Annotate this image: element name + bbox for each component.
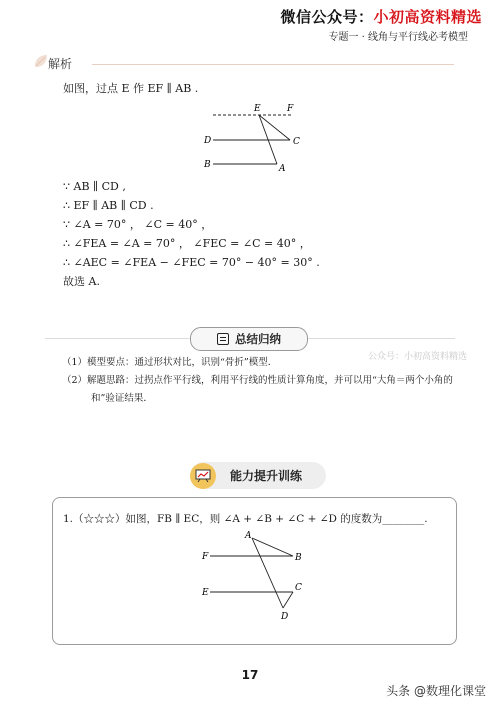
step-5: ∴ ∠AEC = ∠FEA − ∠FEC = 70° − 40° = 30° . <box>63 256 320 269</box>
training-banner <box>190 462 326 489</box>
label-e: E <box>254 104 261 114</box>
footer-watermark: 头条 @数理化课堂 <box>386 684 486 698</box>
question-figure <box>195 528 315 624</box>
header-watermark <box>280 6 482 27</box>
segment-ad <box>252 538 283 608</box>
label-d: D <box>204 136 212 146</box>
label-e: E <box>202 588 209 598</box>
training-title: 能力提升训练 <box>230 469 303 483</box>
analysis-divider <box>92 64 454 65</box>
summary-title-badge <box>190 327 308 351</box>
chart-board-icon <box>190 463 216 489</box>
label-b: B <box>295 553 302 563</box>
watermark-brand: 小初高资料精选 <box>373 8 482 26</box>
summary-item-3: 和”验证结果． <box>91 393 153 404</box>
label-b: B <box>204 160 211 170</box>
chapter-subtitle: 专题一 · 线角与平行线必考模型 <box>328 32 468 43</box>
step-2: ∴ EF ∥ AB ∥ CD . <box>63 199 154 212</box>
label-a: A <box>279 164 286 174</box>
segment-cd <box>283 592 293 608</box>
summary-title: 总结归纳 <box>235 332 281 346</box>
summary-item-2: （2）解题思路：过拐点作平行线，利用平行线的性质计算角度，并可以用“大角＝两个小角的 <box>62 375 453 386</box>
summary-watermark: 公众号：小初高资料精选 <box>368 352 468 362</box>
page-number: 17 <box>241 668 259 682</box>
answer: 故选 A. <box>63 275 100 288</box>
step-1: ∵ AB ∥ CD , <box>63 180 126 193</box>
label-f: F <box>202 552 209 562</box>
watermark-prefix: 微信公众号： <box>280 8 374 26</box>
analysis-label: 解析 <box>48 57 73 71</box>
label-c: C <box>295 583 302 593</box>
step-3: ∵ ∠A = 70° ， ∠C = 40° ， <box>63 218 213 231</box>
notebook-icon <box>217 333 229 345</box>
label-a: A <box>245 531 252 541</box>
summary-item-1: （1）模型要点：通过形状对比，识别“骨折”模型． <box>62 357 278 368</box>
label-d: D <box>281 612 289 622</box>
analysis-figure <box>195 100 315 178</box>
step-4: ∴ ∠FEA = ∠A = 70° ， ∠FEC = ∠C = 40° ， <box>63 237 311 250</box>
label-f: F <box>287 104 294 114</box>
question-text: 1.（☆☆☆）如图，FB ∥ EC，则 ∠A + ∠B + ∠C + ∠D 的度数为________. <box>63 513 428 525</box>
segment-ab <box>252 538 293 556</box>
analysis-intro: 如图，过点 E 作 EF ∥ AB . <box>63 82 199 95</box>
label-c: C <box>293 137 300 147</box>
